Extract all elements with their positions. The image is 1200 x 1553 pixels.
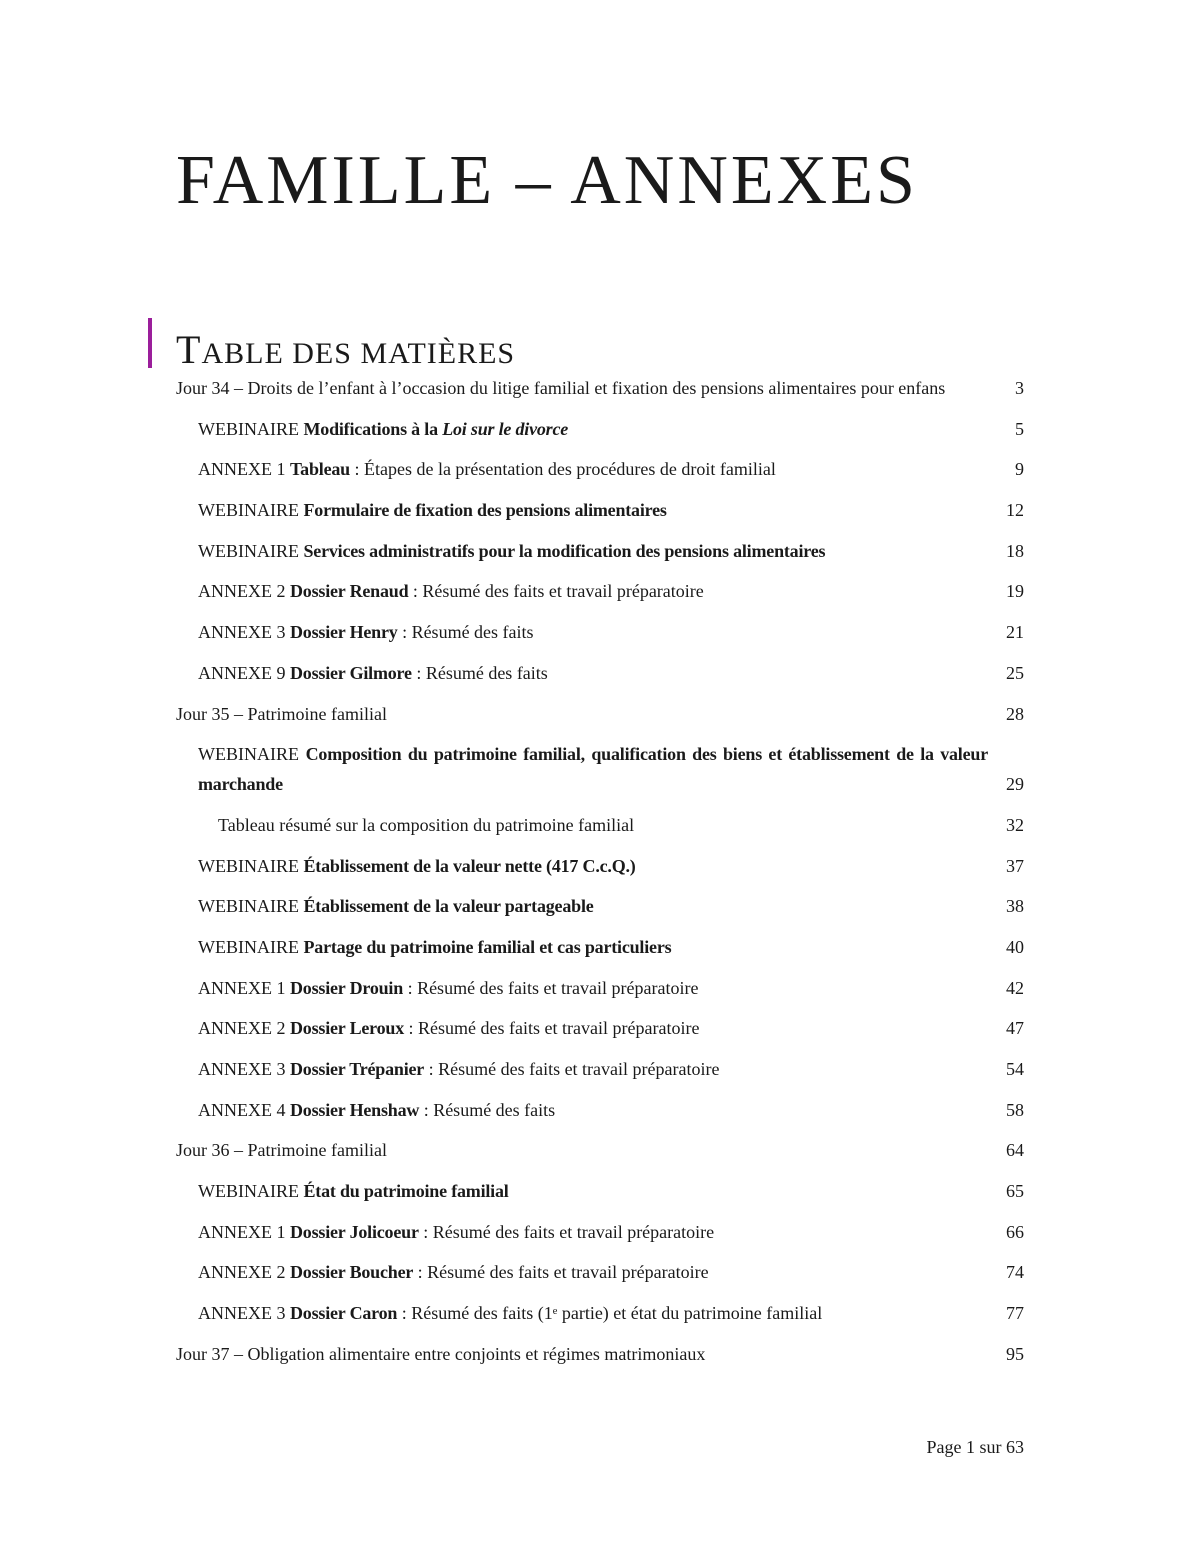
toc-entry-label: ANNEXE 2 — [198, 1018, 290, 1039]
toc-entry-jour-34[interactable] — [176, 373, 1024, 403]
toc-entry-label: WEBINAIRE — [198, 540, 304, 561]
toc-entry-page: 32 — [1006, 814, 1024, 835]
toc-entry-title: Établissement de la valeur nette (417 C.c.Q.) — [303, 855, 636, 876]
toc-entry-description: : Résumé des faits et travail préparatoire — [413, 1262, 709, 1283]
toc-entry-description: : Résumé des faits — [411, 662, 548, 683]
toc-entry-title: Dossier Henshaw — [290, 1099, 420, 1120]
toc-entry-label: ANNEXE 1 — [198, 459, 290, 480]
toc-entry-page: 9 — [1015, 459, 1024, 480]
toc-entry-page: 18 — [1006, 540, 1024, 561]
toc-entry-title: Formulaire de fixation des pensions alimentaires — [303, 500, 667, 521]
toc-entry-label: ANNEXE 4 — [198, 1099, 290, 1120]
toc-entry-title: Jour 37 – Obligation alimentaire entre conjoints et régimes matrimoniaux — [176, 1343, 706, 1364]
page-number: Page 1 sur 63 — [926, 1437, 1024, 1457]
toc-entry-tableau-resume[interactable] — [176, 810, 1024, 840]
toc-entry-label: ANNEXE 2 — [198, 1262, 290, 1283]
toc-entry-description: : Résumé des faits et travail préparatoire — [404, 1018, 700, 1039]
toc-entry-title: Jour 36 – Patrimoine familial — [176, 1140, 387, 1161]
toc-entry-page: 65 — [1006, 1181, 1024, 1202]
toc-entry-label: ANNEXE 9 — [198, 662, 290, 683]
toc-entry-page: 25 — [1006, 662, 1024, 683]
toc-entry-label: ANNEXE 3 — [198, 1303, 290, 1324]
toc-entry-annexe-1-drouin[interactable] — [176, 973, 1024, 1003]
toc-entry-annexe-9-gilmore[interactable] — [176, 658, 1024, 688]
toc-entry-annexe-2-renaud[interactable] — [176, 576, 1024, 606]
toc-entry-label: WEBINAIRE — [198, 418, 304, 439]
toc-entry-title: Dossier Henry — [290, 622, 398, 643]
toc-entry-webinaire-etat[interactable] — [176, 1176, 1024, 1206]
toc-entry-webinaire-formulaire[interactable] — [176, 495, 1024, 525]
toc-entry-page: 66 — [1006, 1221, 1024, 1242]
toc-entry-label: WEBINAIRE — [198, 1181, 304, 1202]
toc-entry-annexe-2-boucher[interactable] — [176, 1257, 1024, 1287]
toc-entry-page: 3 — [1015, 378, 1024, 398]
toc-entry-jour-35[interactable] — [176, 699, 1024, 729]
toc-entry-page: 42 — [1006, 977, 1024, 998]
toc-entry-label: ANNEXE 1 — [198, 977, 290, 998]
heading-accent-bar — [148, 318, 152, 368]
toc-entry-page: 28 — [1006, 703, 1024, 724]
toc-entry-webinaire-valeur-partageable[interactable] — [176, 891, 1024, 921]
toc-entry-label: ANNEXE 3 — [198, 622, 290, 643]
toc-entry-page: 95 — [1006, 1343, 1024, 1364]
toc-entry-title: Dossier Boucher — [290, 1262, 414, 1283]
toc-entry-page: 54 — [1006, 1059, 1024, 1079]
toc-heading-rest: ABLE DES MATIÈRES — [201, 337, 516, 370]
toc-entry-page: 40 — [1006, 936, 1024, 957]
toc-entry-page: 47 — [1006, 1018, 1024, 1039]
toc-entry-label: WEBINAIRE — [198, 896, 304, 917]
toc-entry-title: Jour 35 – Patrimoine familial — [176, 703, 387, 724]
toc-entry-title: Composition du patrimoine familial, qualification des biens et établissement de la valeur marchande — [198, 744, 988, 795]
toc-heading — [176, 328, 515, 372]
toc-entry-annexe-1-jolicoeur[interactable] — [176, 1217, 1024, 1247]
toc-entry-title: Dossier Trépanier — [290, 1059, 425, 1079]
toc-entry-page: 12 — [1006, 500, 1024, 521]
toc-entry-annexe-3-trepanier[interactable] — [176, 1054, 1024, 1084]
toc-entry-description: : Étapes de la présentation des procédures de droit familial — [349, 459, 776, 480]
table-of-contents — [176, 373, 1024, 1380]
toc-entry-description: : Résumé des faits et travail préparatoire — [403, 977, 699, 998]
toc-entry-annexe-4-henshaw[interactable] — [176, 1095, 1024, 1125]
toc-entry-title-italic: Loi sur le divorce — [442, 418, 569, 439]
toc-entry-title: État du patrimoine familial — [303, 1181, 509, 1202]
toc-entry-page: 64 — [1006, 1140, 1024, 1161]
toc-entry-page: 5 — [1015, 418, 1024, 439]
toc-entry-title: Services administratifs pour la modification des pensions alimentaires — [303, 540, 826, 561]
toc-entry-webinaire-services[interactable] — [176, 536, 1024, 566]
toc-entry-page: 77 — [1006, 1303, 1024, 1324]
toc-entry-title: Dossier Leroux — [290, 1018, 405, 1039]
toc-entry-label: WEBINAIRE — [198, 744, 306, 765]
toc-entry-title: Dossier Caron — [290, 1303, 398, 1324]
toc-entry-webinaire-valeur-nette[interactable] — [176, 851, 1024, 881]
toc-entry-description: : Résumé des faits et travail préparatoire — [408, 581, 704, 602]
toc-entry-annexe-3-caron[interactable] — [176, 1298, 1024, 1328]
toc-entry-description: : Résumé des faits — [397, 622, 534, 643]
toc-entry-page: 19 — [1006, 581, 1024, 602]
toc-entry-label: WEBINAIRE — [198, 855, 304, 876]
toc-entry-title: Partage du patrimoine familial et cas particuliers — [303, 936, 672, 957]
toc-entry-jour-36[interactable] — [176, 1135, 1024, 1165]
toc-entry-title: Dossier Drouin — [290, 977, 404, 998]
toc-entry-page: 21 — [1006, 622, 1024, 643]
toc-entry-title: Jour 34 – Droits de l’enfant à l’occasion du litige familial et fixation des pensions alimentaires pour enfans — [176, 378, 946, 398]
toc-entry-title: Dossier Jolicoeur — [290, 1221, 419, 1242]
toc-entry-label: WEBINAIRE — [198, 500, 304, 521]
toc-entry-page: 29 — [1006, 774, 1024, 795]
toc-entry-title: Dossier Renaud — [290, 581, 409, 602]
toc-heading-initial: T — [176, 327, 202, 372]
toc-entry-page: 58 — [1006, 1099, 1024, 1120]
toc-entry-description: : Résumé des faits et travail préparatoire — [418, 1221, 715, 1242]
document-title: FAMILLE – ANNEXES — [176, 142, 918, 219]
toc-entry-page: 74 — [1006, 1262, 1024, 1283]
toc-entry-title: Tableau résumé sur la composition du patrimoine familial — [218, 814, 635, 835]
toc-entry-label: ANNEXE 3 — [198, 1059, 290, 1079]
toc-entry-title: Dossier Gilmore — [290, 662, 412, 683]
toc-entry-annexe-1-tableau[interactable] — [176, 454, 1024, 484]
toc-entry-description: : Résumé des faits — [419, 1099, 556, 1120]
toc-entry-annexe-2-leroux[interactable] — [176, 1013, 1024, 1043]
toc-entry-description: : Résumé des faits (1ᵉ partie) et état du patrimoine familial — [397, 1303, 823, 1324]
toc-entry-webinaire-partage[interactable] — [176, 932, 1024, 962]
toc-entry-label: ANNEXE 1 — [198, 1221, 290, 1242]
toc-entry-title: Tableau — [290, 459, 350, 480]
toc-entry-page: 37 — [1006, 855, 1024, 876]
toc-entry-label: WEBINAIRE — [198, 936, 304, 957]
toc-entry-webinaire-composition[interactable] — [176, 739, 1024, 799]
toc-entry-description: : Résumé des faits et travail préparatoire — [424, 1059, 720, 1079]
toc-entry-title: Modifications à la — [303, 418, 443, 439]
toc-entry-title: Établissement de la valeur partageable — [303, 896, 594, 917]
toc-entry-webinaire-divorce[interactable] — [176, 414, 1024, 444]
toc-entry-page: 38 — [1006, 896, 1024, 917]
toc-entry-annexe-3-henry[interactable] — [176, 617, 1024, 647]
toc-entry-label: ANNEXE 2 — [198, 581, 290, 602]
toc-entry-jour-37[interactable] — [176, 1339, 1024, 1369]
